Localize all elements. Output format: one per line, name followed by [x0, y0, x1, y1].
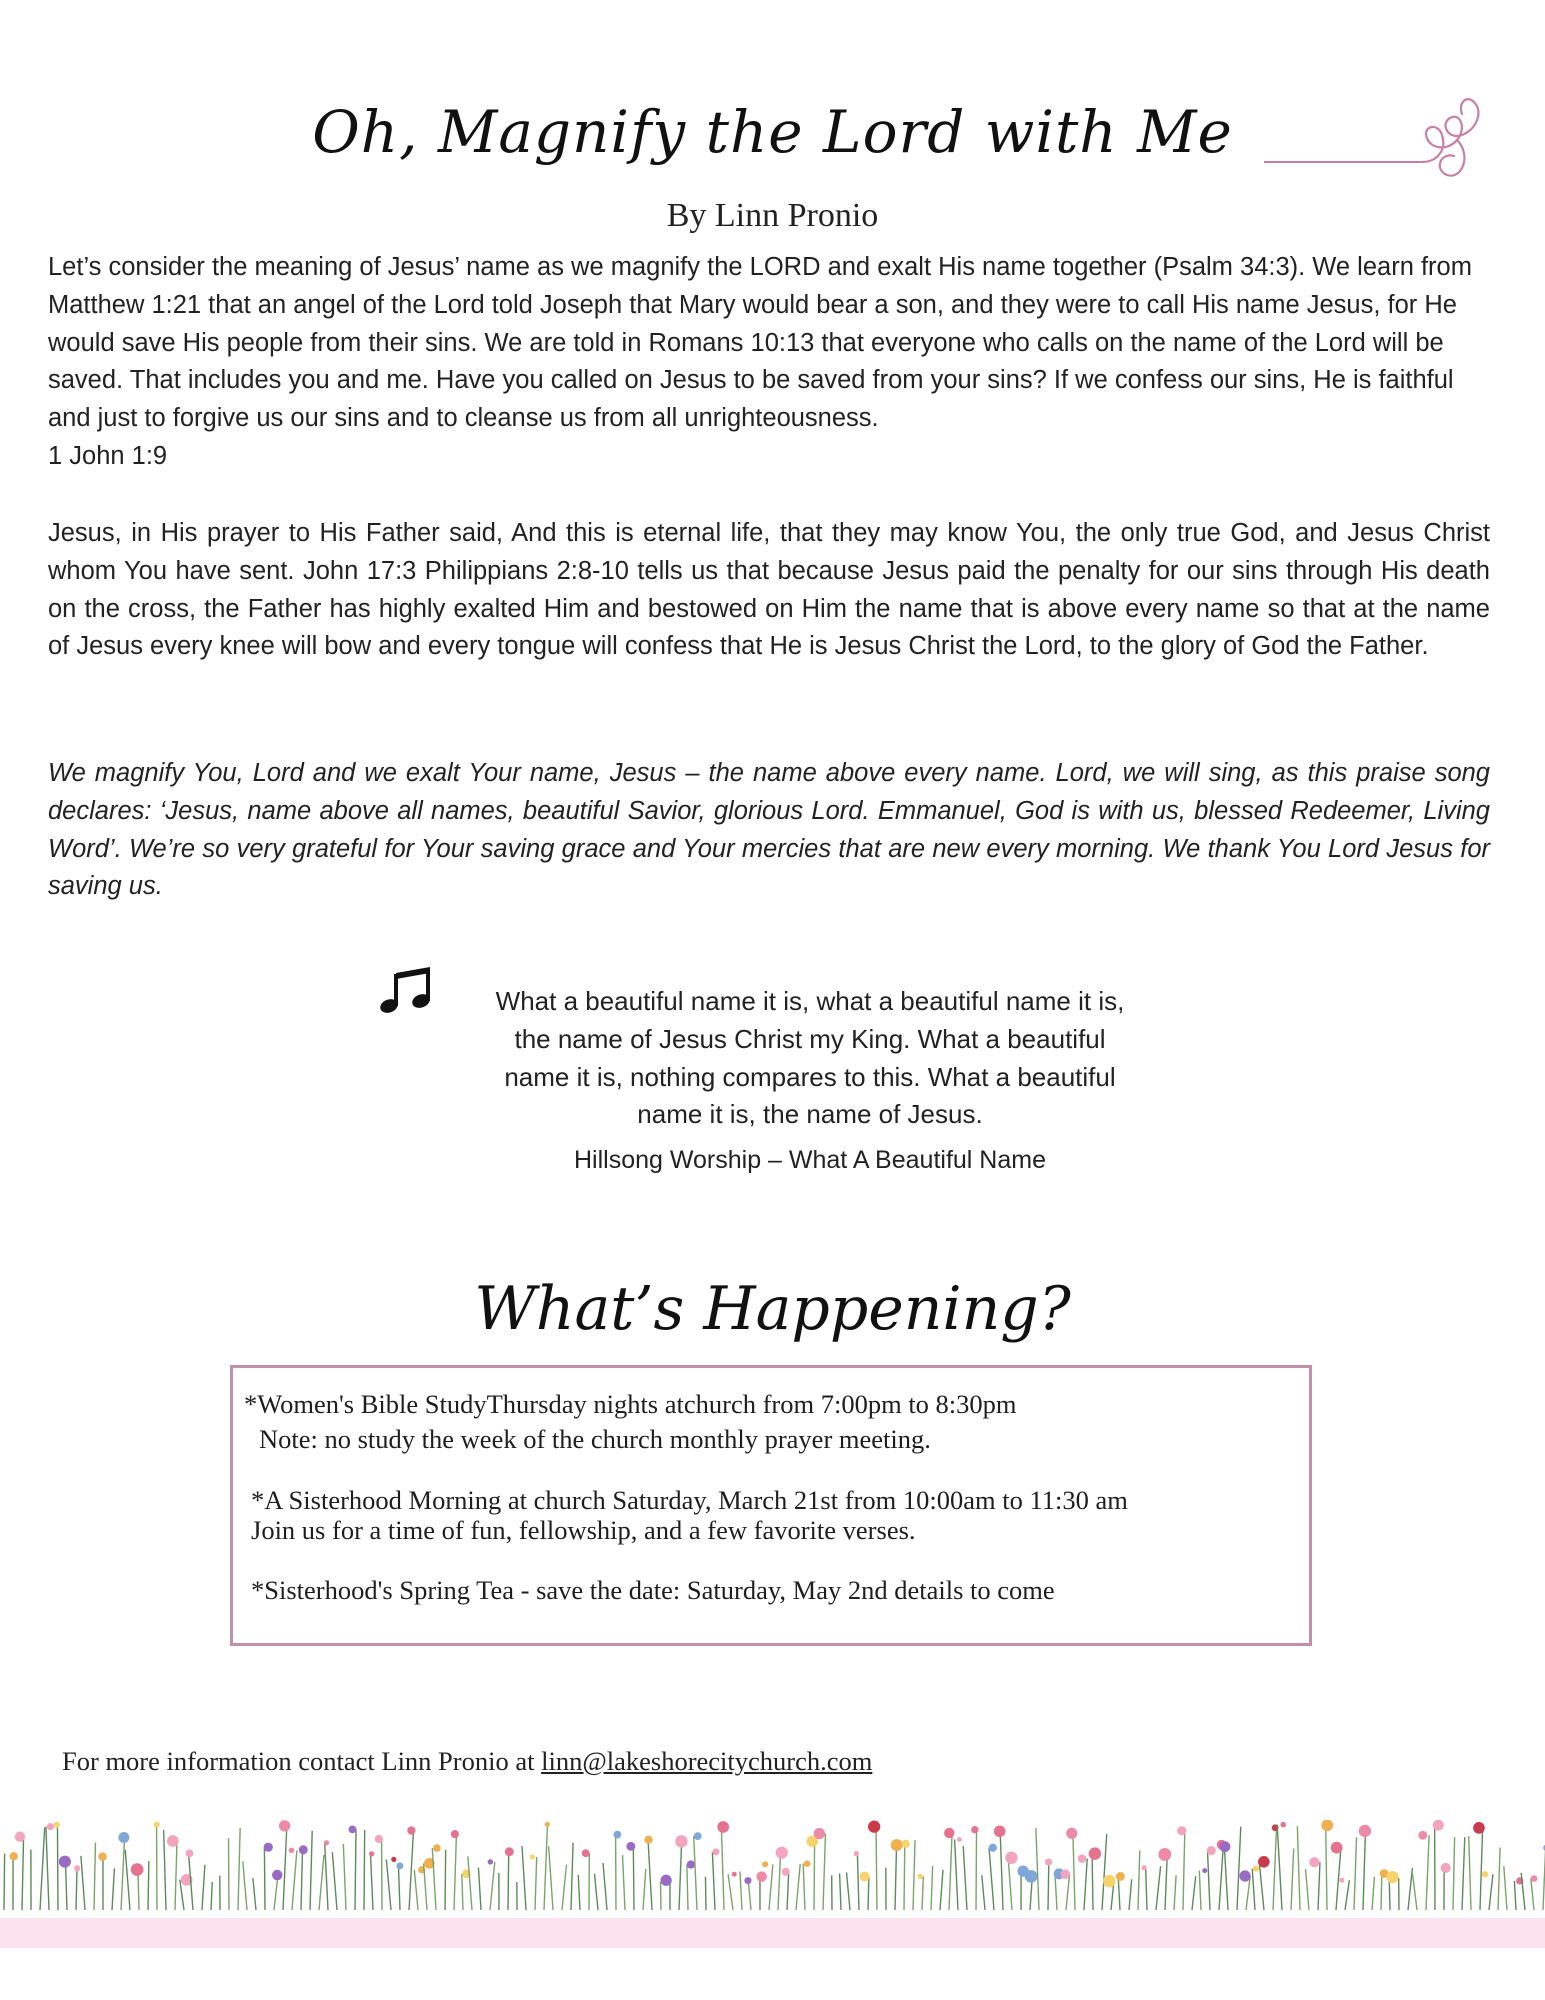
events-box: [230, 1365, 1312, 1646]
event-3-title: *Sisterhood's Spring Tea - save the date: Saturday, May 2nd details to come: [251, 1575, 1055, 1605]
lyrics-line: the name of Jesus Christ my King. What a beautiful: [514, 1023, 1106, 1054]
heart-swirl-icon: [1262, 90, 1502, 190]
event-2-note: Join us for a time of fun, fellowship, and a few favorite verses.: [251, 1515, 916, 1545]
wildflower-border: [0, 1820, 1545, 1910]
event-1-note: Note: no study the week of the church monthly prayer meeting.: [259, 1424, 931, 1454]
paragraph-1-reference: 1 John 1:9: [48, 441, 168, 470]
paragraph-1-text: Let’s consider the meaning of Jesus’ name as we magnify the LORD and exalt His name together (Psalm 34:3). We learn from Matthew 1:21 that an angel of the Lord told Joseph that Mary would bear a son, and they were to call His name Jesus, for He would save His people from their sins. We are told in Romans 10:13 that everyone who calls on the name of the Lord will be saved. That includes you and me. Have you called on Jesus to be saved from your sins? If we confess our sins, He is faithful and just to forgive us our sins and to cleanse us from all unrighteousness.: [48, 253, 1472, 433]
event-2-title: *A Sisterhood Morning at church Saturday, March 21st from 10:00am to 11:30 am: [251, 1485, 1128, 1515]
lyrics-line: What a beautiful name it is, what a beautiful name it is,: [495, 986, 1125, 1016]
contact-email-link[interactable]: linn@lakeshorecitychurch.com: [541, 1746, 873, 1776]
song-lyrics: [440, 983, 1180, 1134]
prayer-paragraph: We magnify You, Lord and we exalt Your name, Jesus – the name above every name. Lord, we will sing, as this praise song declares: ‘Jesus, name above all names, beautiful Savior, glorious Lord. Emmanuel, God is with us, blessed Redeemer, Living Word’. We’re so very grateful for Your saving grace and Your mercies that are new every morning. We thank You Lord Jesus for saving us.: [48, 759, 1490, 901]
lyrics-line: name it is, nothing compares to this. What a beautiful: [504, 1061, 1116, 1092]
event-1-title: *Women's Bible StudyThursday nights atchurch from 7:00pm to 8:30pm: [244, 1389, 1017, 1419]
song-credit: Hillsong Worship – What A Beautiful Name: [574, 1146, 1046, 1174]
events-heading: What’s Happening?: [474, 1274, 1071, 1344]
paragraph-2: Jesus, in His prayer to His Father said, And this is eternal life, that they may know You, the only true God, and Jesus Christ whom You have sent. John 17:3 Philippians 2:8-10 tells us that because Jesus paid the penalty for our sins through His death on the cross, the Father has highly exalted Him and bestowed on Him the name that is above every name so that at the name of Jesus every knee will bow and every tongue will confess that He is Jesus Christ the Lord, to the glory of God the Father.: [48, 519, 1490, 661]
page-title: Oh, Magnify the Lord with Me: [312, 98, 1233, 166]
lyrics-line: name it is, the name of Jesus.: [637, 1099, 983, 1130]
contact-line: [62, 1746, 872, 1777]
footer-pink-band: [0, 1918, 1545, 1948]
music-note-icon: [378, 965, 436, 1015]
contact-text: For more information contact Linn Pronio at: [62, 1746, 542, 1776]
paragraph-1: [48, 249, 1490, 476]
byline: By Linn Pronio: [666, 197, 879, 234]
